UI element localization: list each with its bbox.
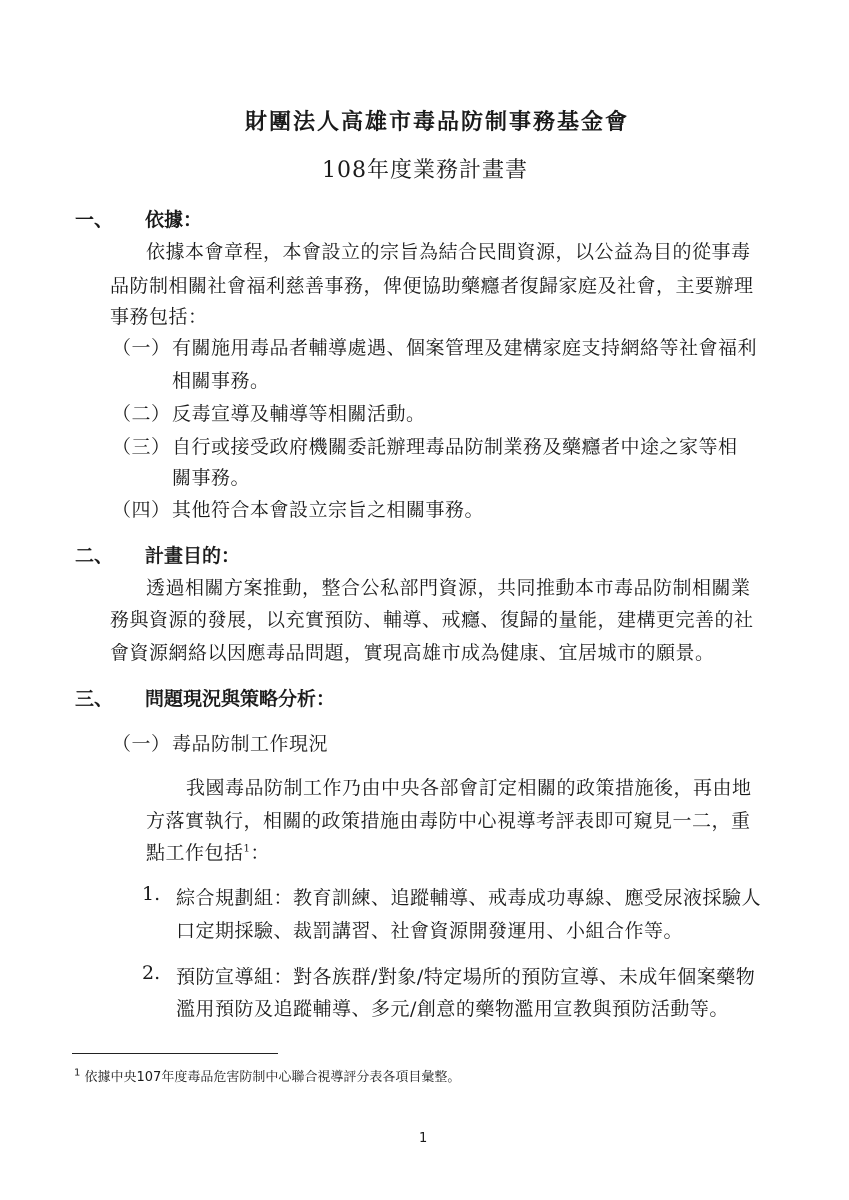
subsection-line-1: 我國毒品防制工作乃由中央各部會訂定相關的政策措施後，再由地: [186, 777, 752, 799]
footnote-text: 依據中央107年度毒品危害防制中心聯合視導評分表各項目彙整。: [84, 1070, 461, 1085]
item-3-marker: （三）: [112, 436, 171, 458]
subsection-heading: 毒品防制工作現況: [172, 733, 329, 755]
section-2-line-3: 會資源網絡以因應毒品問題，實現高雄市成為健康、宜居城市的願景。: [110, 642, 715, 664]
item-2-marker: （二）: [112, 403, 171, 425]
section-2-number: 二、: [75, 545, 114, 567]
section-3-heading: 問題現況與策略分析：: [145, 688, 336, 710]
subsection-line-2: 方落實執行，相關的政策措施由毒防中心視導考評表即可窺見一二，重: [146, 810, 751, 832]
list-1-line-1: 綜合規劃組：教育訓練、追蹤輔導、戒毒成功專線、應受尿液採驗人: [176, 887, 762, 909]
footnote-ref: 1: [243, 843, 251, 855]
section-2-line-1: 透過相關方案推動，整合公私部門資源，共同推動本市毒品防制相關業: [146, 577, 751, 599]
footnote-mark: 1: [74, 1067, 81, 1079]
list-1-line-2: 口定期採驗、裁罰講習、社會資源開發運用、小組合作等。: [176, 920, 684, 942]
item-1-line-2: 相關事務。: [172, 370, 270, 392]
subsection-line-3: 點工作包括$^1$：: [146, 842, 270, 864]
item-1-line-1: 有關施用毒品者輔導處遇、個案管理及建構家庭支持網絡等社會福利: [172, 337, 758, 359]
section-1-heading: 依據：: [145, 209, 203, 231]
section-3-number: 三、: [75, 688, 114, 710]
item-2-line-1: 反毒宣導及輔導等相關活動。: [172, 403, 426, 425]
section-1-number: 一、: [75, 209, 114, 231]
section-2-line-2: 務與資源的發展，以充實預防、輔導、戒癮、復歸的量能，建構更完善的社: [110, 609, 754, 631]
section-1-line-3: 事務包括：: [110, 306, 208, 328]
list-1-number: 1.: [142, 883, 161, 905]
section-1-line-2: 品防制相關社會福利慈善事務，俾便協助藥癮者復歸家庭及社會，主要辦理: [110, 275, 754, 297]
list-2-line-1: 預防宣導組：對各族群/對象/特定場所的預防宣導、未成年個案藥物: [176, 966, 756, 988]
page-number: 1: [419, 1131, 428, 1146]
footnote-divider: [72, 1053, 278, 1054]
item-3-line-2: 關事務。: [172, 467, 251, 489]
item-4-marker: （四）: [112, 499, 171, 521]
footnote: [74, 1066, 460, 1085]
org-title: 財團法人高雄市毒品防制事務基金會: [245, 109, 630, 135]
list-2-line-2: 濫用預防及追蹤輔導、多元/創意的藥物濫用宣教與預防活動等。: [176, 998, 729, 1020]
section-1-line-1: 依據本會章程，本會設立的宗旨為結合民間資源，以公益為目的從事毒: [146, 241, 751, 263]
list-2-number: 2.: [142, 962, 161, 984]
subsection-marker: （一）: [112, 733, 171, 755]
item-4-line-1: 其他符合本會設立宗旨之相關事務。: [172, 499, 485, 521]
section-2-heading: 計畫目的：: [145, 545, 241, 567]
item-1-marker: （一）: [112, 337, 171, 359]
item-3-line-1: 自行或接受政府機關委託辦理毒品防制業務及藥癮者中途之家等相: [172, 436, 738, 458]
doc-title: 108年度業務計畫書: [322, 158, 528, 183]
